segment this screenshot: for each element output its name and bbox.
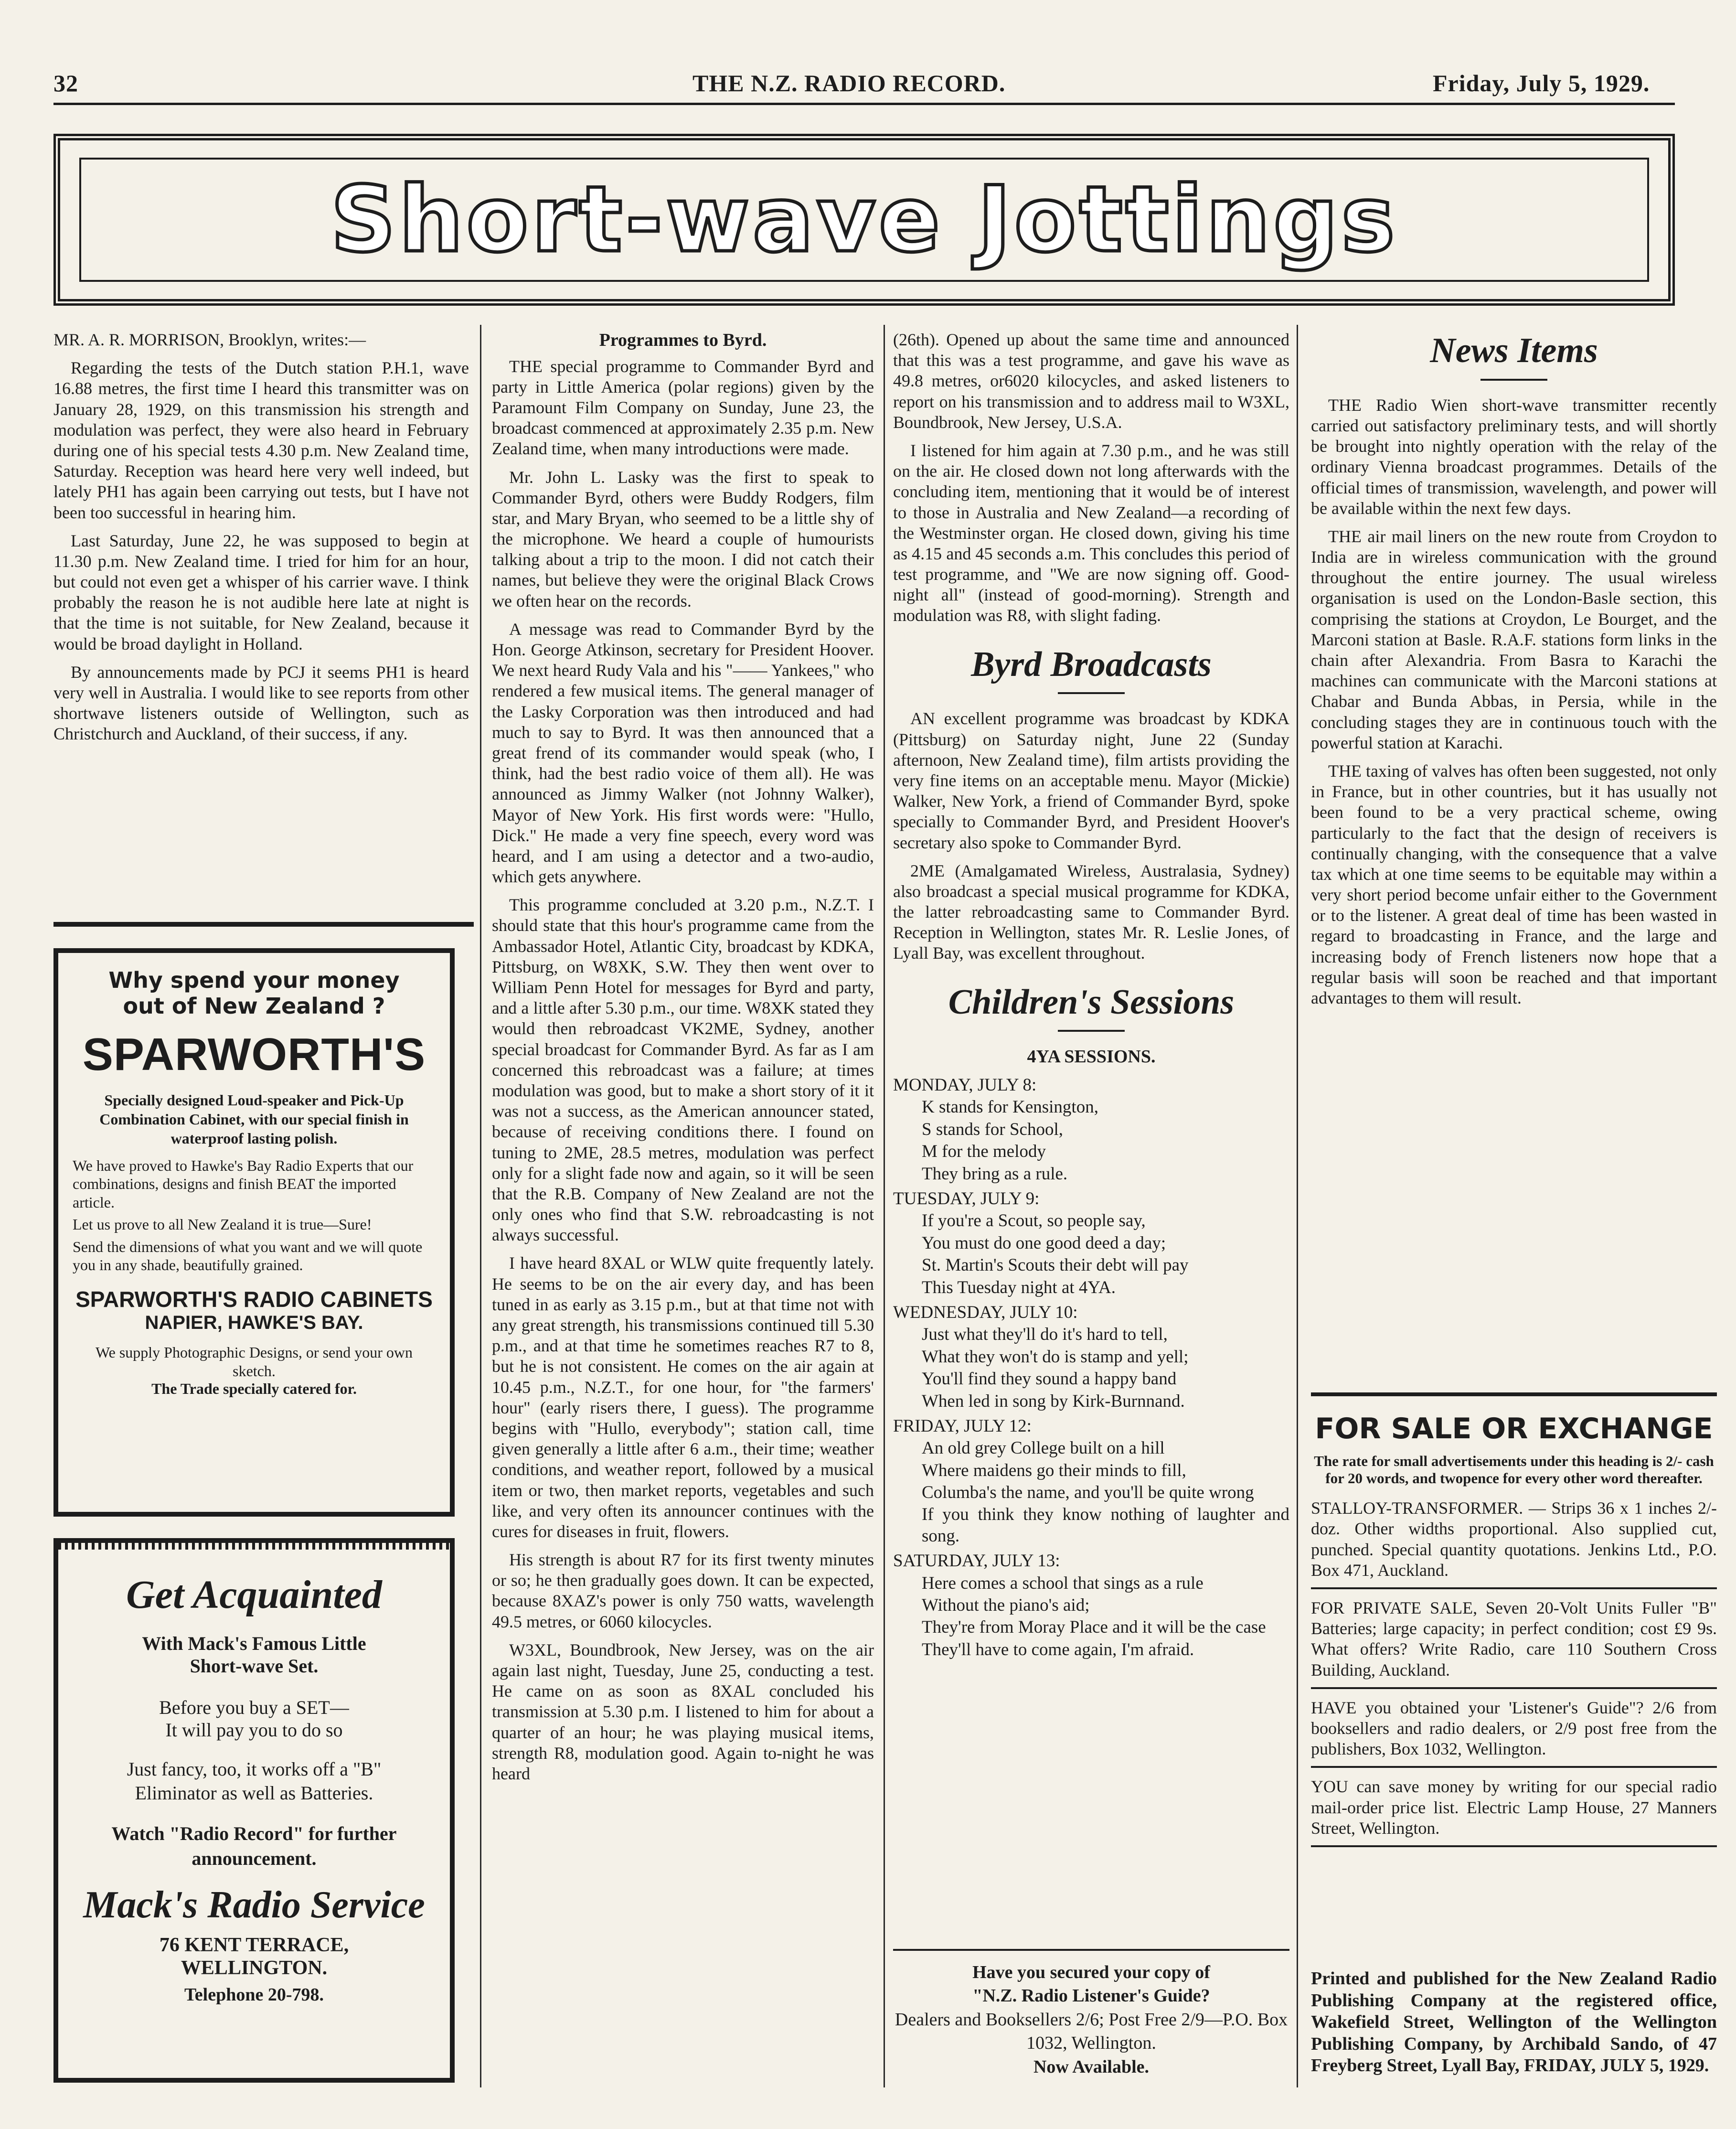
ad-text: With Mack's Famous Little xyxy=(142,1633,366,1654)
article-paragraph: This programme concluded at 3.20 p.m., N.Z.T. I should state that this hour's programme came from the Ambassador Hotel, Atlantic City, broadcast by KDKA, Pittsburg, on W8XK, S.W. They then went over to William Penn Hotel for messages for Byrd and party, and a little after 5.30 p.m., our time. W8XK stated they would then rebroadcast VK2ME, Sydney, another special broadcast for Commander Byrd. As far as I am concerned this rebroadcast was a failure; at times modulation was good, but to make a short story of it it was not a success, as the American announcer stated, because of receiving conditions there. I found on tuning to 2ME, 28.5 metres, modulation was perfect only for a slight fade now and again, so it will be seen that the R.B. Company of New Zealand are not the only ones who find that S.W. rebroadcasting is not always successful. xyxy=(492,895,874,1245)
verse-line: They bring as a rule. xyxy=(922,1164,1068,1184)
article-paragraph: Last Saturday, June 22, he was supposed to begin at 11.30 p.m. New Zealand time. I tried for him for an hour, but could not even get a whisper of his carrier wave. I think probably the reason he is not audible here late at night is that the time is not suitable, for New Zealand, because it would be broad daylight in Holland. xyxy=(53,531,469,653)
ad-brand: SPARWORTH'S xyxy=(82,1029,426,1080)
guide-text: Dealers and Booksellers 2/6; Post Free 2/9—P.O. Box 1032, Wellington. xyxy=(895,2009,1288,2054)
column-3-article xyxy=(893,330,1289,1661)
session-day: MONDAY, JULY 8: xyxy=(893,1075,1037,1095)
ad-address: 76 KENT TERRACE, xyxy=(159,1934,349,1956)
sessions-title: 4YA SESSIONS. xyxy=(1027,1047,1156,1067)
verse-line: When led in song by Kirk-Burnnand. xyxy=(922,1391,1185,1411)
session-day: WEDNESDAY, JULY 10: xyxy=(893,1302,1078,1322)
ad-text: The Trade specially catered for. xyxy=(151,1380,357,1398)
ad-headline: Get Acquainted xyxy=(126,1573,382,1617)
guide-text: Now Available. xyxy=(1033,2056,1150,2077)
banner-inner-frame xyxy=(79,158,1649,282)
printer-imprint: Printed and published for the New Zealand Radio Publishing Company at the registered office, Wakefield Street, Wellington of the Wellington Publishing Company, by Archibald Sando, of 47 Freyberg Street, Lyall Bay, FRIDAY, JULY 5, 1929. xyxy=(1311,1969,1717,2076)
issue-date: Friday, July 5, 1929. xyxy=(1433,70,1650,96)
ad-text: We supply Photographic Designs, or send your own sketch. xyxy=(95,1344,413,1380)
ad-address: NAPIER, HAWKE'S BAY. xyxy=(145,1312,363,1334)
verse-line: St. Martin's Scouts their debt will pay xyxy=(922,1255,1189,1275)
session-day: TUESDAY, JULY 9: xyxy=(893,1189,1040,1209)
section-banner xyxy=(53,134,1675,306)
verse-line: You'll find they sound a happy band xyxy=(922,1369,1177,1389)
ad-text: Let us prove to all New Zealand it is true—Sure! xyxy=(73,1216,372,1233)
verse-line: They're from Moray Place and it will be the case xyxy=(922,1617,1266,1637)
verse-line: S stands for School, xyxy=(922,1119,1063,1139)
verse-line: An old grey College built on a hill xyxy=(922,1438,1165,1458)
header-rule xyxy=(53,103,1675,105)
for-sale-section xyxy=(1311,1412,1717,1856)
session-block xyxy=(893,1551,1289,1660)
ad-headline-1: Why spend your money xyxy=(108,967,400,993)
classified-ad: FOR PRIVATE SALE, Seven 20-Volt Units Fuller "B" Batteries; large capacity; in perfect condition; cost £9 9s. What offers? Write Radio, care 110 Southern Cross Building, Auckland. xyxy=(1311,1598,1717,1689)
article-paragraph: I have heard 8XAL or WLW quite frequently lately. He seems to be on the air every day, and has been tuned in as early as 3.15 p.m., but at that time not with any great strength, his transmissions continued till 5.30 p.m., and at that time he sometimes reaches R7 to 8, but he is not consistent. He comes on the air again at 10.45 p.m., N.Z.T., for one hour, for "the farmers' hour" (early risers there, I guess). The programme begins with "Hullo, everybody"; station call, time given generally a little after 6 a.m., their time; weather conditions, and weather report, followed by a musical item or two, then market reports, vegetables and such like, and very often its announcer continues with the cures for diseases in fruit, flowers. xyxy=(492,1253,874,1541)
session-block xyxy=(893,1188,1289,1298)
ad-text: Send the dimensions of what you want and we will quote you in any shade, beautifully grained. xyxy=(73,1238,423,1273)
verse-line: They'll have to come again, I'm afraid. xyxy=(922,1639,1194,1659)
page-number: 32 xyxy=(53,70,78,96)
for-sale-heading: FOR SALE OR EXCHANGE xyxy=(1315,1412,1713,1445)
article-paragraph: His strength is about R7 for its first twenty minutes or so; he then gradually goes down. It can be expected, because 8XAZ's power is only 750 watts, wavelength 49.5 metres, or 6060 kilocycles. xyxy=(492,1550,874,1631)
verse-line: Without the piano's aid; xyxy=(922,1595,1090,1615)
column-1-divider xyxy=(53,922,474,927)
byrd-broadcasts-heading: Byrd Broadcasts xyxy=(971,644,1212,684)
news-items-heading: News Items xyxy=(1430,331,1598,370)
session-day: SATURDAY, JULY 13: xyxy=(893,1551,1060,1571)
article-paragraph: THE special programme to Commander Byrd and party in Little America (polar regions) given by the Paramount Film Company on Sunday, June 23, the broadcast commenced at approximately 2.35 p.m. New Zealand time, when many introductions were made. xyxy=(492,356,874,459)
session-day: FRIDAY, JULY 12: xyxy=(893,1416,1032,1436)
column-1-article xyxy=(53,330,469,752)
advertisement-sparworth xyxy=(53,948,455,1517)
verse-line: M for the melody xyxy=(922,1142,1046,1162)
ad-dotted-border xyxy=(58,1543,450,1550)
column-4-news xyxy=(1311,330,1717,1016)
publication-title: THE N.Z. RADIO RECORD. xyxy=(692,70,1006,96)
ad-text: We have proved to Hawke's Bay Radio Experts that our combinations, designs and finish BEAT the imported article. xyxy=(73,1157,414,1211)
listeners-guide-notice xyxy=(893,1961,1289,2079)
session-block xyxy=(893,1302,1289,1412)
classified-ad: HAVE you obtained your 'Listener's Guide"? 2/6 from booksellers and radio dealers, or 2/9 post free from the publishers, Box 1032, Wellington. xyxy=(1311,1698,1717,1768)
ad-address: WELLINGTON. xyxy=(181,1957,328,1979)
column-rule-3 xyxy=(1297,325,1298,2087)
childrens-sessions-heading: Children's Sessions xyxy=(948,982,1235,1022)
ad-text: It will pay you to do so xyxy=(165,1719,343,1741)
column-rule-1 xyxy=(480,325,481,2087)
article-paragraph: 2ME (Amalgamated Wireless, Australasia, Sydney) also broadcast a special musical programme for KDKA, the latter rebroadcasting same to Commander Byrd. Reception in Wellington, states Mr. R. Leslie Jones, of Lyall Bay, was excellent throughout. xyxy=(893,861,1289,963)
classified-ad: YOU can save money by writing for our special radio mail-order price list. Electric Lamp House, 27 Manners Street, Wellington. xyxy=(1311,1776,1717,1847)
byline: MR. A. R. MORRISON, Brooklyn, writes:— xyxy=(53,330,366,349)
column-2-article xyxy=(492,330,874,1792)
article-paragraph: By announcements made by PCJ it seems PH1 is heard very well in Australia. I would like to see reports from other shortwave listeners outside of Wellington, such as Christchurch and Auckland, of their success, if any. xyxy=(53,662,469,744)
article-paragraph: AN excellent programme was broadcast by KDKA (Pittsburg) on Saturday night, June 22 (Sunday afternoon, New Zealand time), film artists providing the very fine items on an acceptable menu. Mayor (Mickie) Walker, New York, a friend of Commander Byrd, spoke specially to Commander Byrd, and President Hoover's secretary also spoke to Commander Byrd. xyxy=(893,709,1289,852)
article-paragraph: A message was read to Commander Byrd by the Hon. George Atkinson, secretary for President Hoover. We next heard Rudy Vala and his "—— Yankees," who rendered a few musical items. The general manager of the Lasky Corporation was then introduced and had much to say to Byrd. It was then announced that a great frend of its commander would speak (who, I think, had the best radio voice of them all). He was announced as Jimmy Walker (not Johnny Walker), Mayor of New York. His first words were: "Hullo, Dick." He made a very fine speech, every word was heard, and I am using a detector and a two-audio, which gets anywhere. xyxy=(492,619,874,887)
ad-description: Specially designed Loud-speaker and Pick-Up Combination Cabinet, with our special finish in waterproof lasting polish. xyxy=(99,1091,409,1147)
ad-business-name: Mack's Radio Service xyxy=(83,1884,425,1926)
banner-title: Short-wave Jottings xyxy=(330,167,1398,272)
article-heading: Programmes to Byrd. xyxy=(599,330,767,350)
session-block xyxy=(893,1416,1289,1547)
ad-headline-2: out of New Zealand ? xyxy=(123,993,385,1019)
classified-rule xyxy=(1311,1392,1717,1396)
verse-line: You must do one good deed a day; xyxy=(922,1233,1166,1253)
verse-line: If you think they know nothing of laughter and song. xyxy=(922,1505,1289,1546)
news-paragraph: THE taxing of valves has often been suggested, not only in France, but in other countries, but it has usually not been found to be a very practical scheme, owing particularly to the fact that the design of receivers is continually changing, with the consequence that a valve tax which at one time seems to be equitable may within a very short period become unfair either to the Government or to the listener. A great deal of time has been wasted in regard to broadcasting in France, and the large and increasing body of French listeners now hope that a regular basis will soon be reached and that important advantages to them will result. xyxy=(1311,761,1717,1008)
news-paragraph: THE air mail liners on the new route from Croydon to India are in wireless communication with the ground throughout the entire journey. The usual wireless organisation is used on the London-Basle section, this comprising the stations at Croydon, Le Bourget, and the Marconi station at Basle. R.A.F. stations form links in the chain after Alexandria. From Basra to Karachi the machines can communicate with the Marconi stations at Chabar and Bunda Abbas, in Persia, while in the concluding stages they are in continuous touch with the powerful station at Karachi. xyxy=(1311,526,1717,752)
column-rule-2 xyxy=(884,325,885,2087)
article-paragraph: Regarding the tests of the Dutch station P.H.1, wave 16.88 metres, the first time I heard this transmitter was on January 28, 1929, on this transmission his strength and modulation was perfect, they were also heard in February during one of his special tests 4.30 p.m. New Zealand time, Saturday. Reception was heard here very well indeed, but lately PH1 has again been carrying out tests, but I have not been too successful in hearing him. xyxy=(53,358,469,522)
news-paragraph: THE Radio Wien short-wave transmitter recently carried out satisfactory preliminary tests, and will shortly be brought into nightly operation with the relay of the ordinary Vienna broadcast programmes. Details of the official times of transmission, wavelength, and power will be available within the next few days. xyxy=(1311,395,1717,518)
ad-text: Short-wave Set. xyxy=(190,1655,319,1677)
verse-line: Columba's the name, and you'll be quite wrong xyxy=(922,1483,1254,1503)
heading-rule xyxy=(1058,1030,1125,1032)
heading-rule xyxy=(1058,692,1125,694)
ad-phone: Telephone 20-798. xyxy=(184,1985,324,2005)
guide-text: "N.Z. Radio Listener's Guide? xyxy=(972,1986,1210,2006)
ad-text: Just fancy, too, it works off a "B" Eliminator as well as Batteries. xyxy=(127,1758,382,1804)
article-paragraph: Mr. John L. Lasky was the first to speak to Commander Byrd, others were Buddy Rodgers, film star, and Mary Bryan, who seemed to be a little shy of the microphone. We heard a couple of humourists talking about a trip to the moon. I did not catch their names, but believe they were the original Black Crows we often hear on the records. xyxy=(492,467,874,610)
heading-rule xyxy=(1480,379,1547,381)
article-paragraph: I listened for him again at 7.30 p.m., and he was still on the air. He closed down not long afterwards with the concluding item, mentioning that it would be of interest to those in Australia and New Zealand—a recording of the Westminster organ. He closed down, giving his time as 4.15 and 45 seconds a.m. This concludes this period of test programme, and "We are now signing off. Good-night all" (instead of good-morning). Strength and modulation was R8, with slight fading. xyxy=(893,440,1289,625)
guide-rule xyxy=(893,1949,1289,1951)
verse-line: Where maidens go their minds to fill, xyxy=(922,1460,1186,1480)
verse-line: Here comes a school that sings as a rule xyxy=(922,1573,1203,1593)
session-block xyxy=(893,1075,1289,1185)
for-sale-rates: The rate for small advertisements under this heading is 2/- cash for 20 words, and twopence for every other word thereafter. xyxy=(1314,1453,1714,1487)
verse-line: K stands for Kensington, xyxy=(922,1097,1098,1117)
verse-line: Just what they'll do it's hard to tell, xyxy=(922,1325,1168,1345)
verse-line: What they won't do is stamp and yell; xyxy=(922,1347,1189,1367)
verse-line: This Tuesday night at 4YA. xyxy=(922,1277,1116,1297)
classified-ad: STALLOY-TRANSFORMER. — Strips 36 x 1 inches 2/- doz. Other widths proportional. Also supplied cut, punched. Special quantity quotations. Jenkins Ltd., P.O. Box 471, Auckland. xyxy=(1311,1498,1717,1589)
ad-text: Watch "Radio Record" for further announcement. xyxy=(111,1823,397,1869)
guide-text: Have you secured your copy of xyxy=(972,1962,1210,1982)
advertisement-mack xyxy=(53,1538,455,2083)
ad-text: Before you buy a SET— xyxy=(159,1697,349,1718)
ad-company: SPARWORTH'S RADIO CABINETS xyxy=(75,1287,433,1312)
verse-line: If you're a Scout, so people say, xyxy=(922,1211,1146,1231)
article-paragraph: (26th). Opened up about the same time and announced that this was a test programme, and gave his wave as 49.8 metres, or6020 kilocycles, and asked listeners to report on his transmission and to address mail to W3XL, Boundbrook, New Jersey, U.S.A. xyxy=(893,330,1289,432)
article-paragraph: W3XL, Boundbrook, New Jersey, was on the air again last night, Tuesday, June 25, conducting a test. He came on as soon as 8XAL concluded his transmission at 5.30 p.m. I listened to him for about a quarter of an hour; he was playing musical items, strength R8, modulation good. Again to-night he was heard xyxy=(492,1640,874,1783)
